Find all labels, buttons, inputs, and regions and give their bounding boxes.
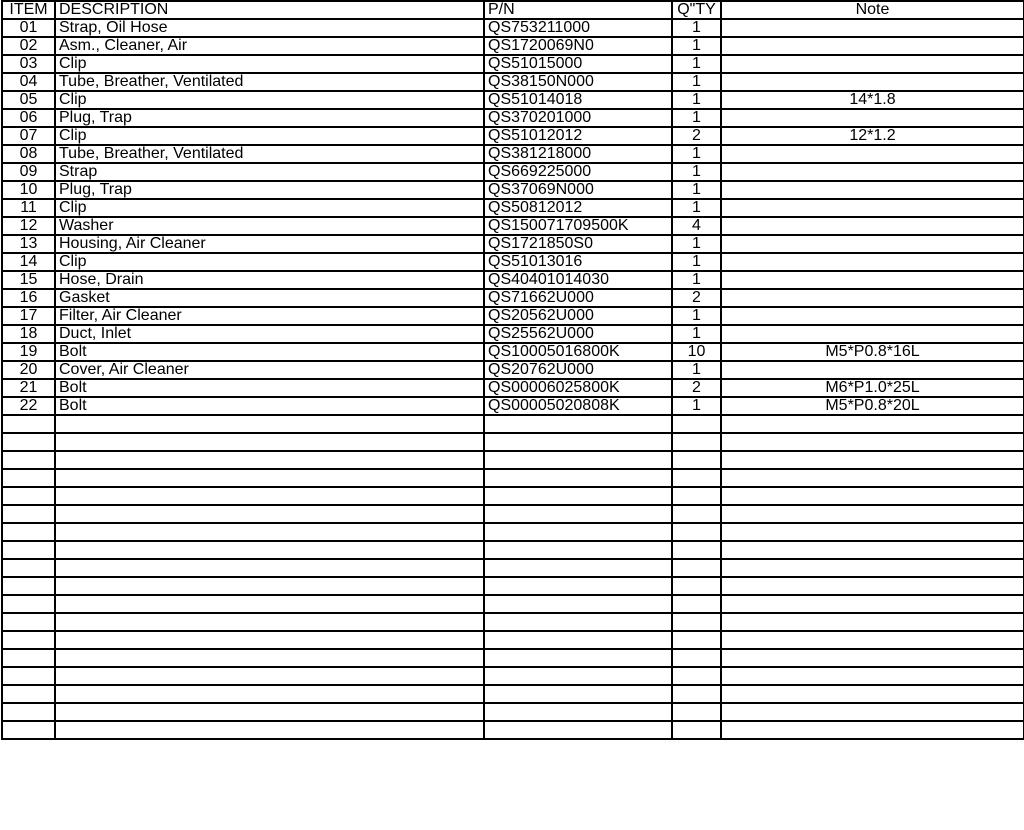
item-cell: 18 (2, 325, 55, 343)
note-cell (721, 559, 1024, 577)
note-cell (721, 631, 1024, 649)
quantity-cell: 1 (672, 73, 721, 91)
table-row (2, 73, 1024, 91)
quantity-cell: 1 (672, 271, 721, 289)
table-row (2, 271, 1024, 289)
item-cell (2, 433, 55, 451)
part-number-cell: QS753211000 (484, 19, 672, 37)
table-header (2, 1, 1024, 19)
quantity-cell: 1 (672, 199, 721, 217)
table-row (2, 91, 1024, 109)
quantity-cell (672, 433, 721, 451)
quantity-column-header: Q"TY (672, 1, 721, 19)
table-row (2, 649, 1024, 667)
table-row (2, 685, 1024, 703)
quantity-cell (672, 649, 721, 667)
item-cell (2, 613, 55, 631)
note-cell (721, 667, 1024, 685)
quantity-cell (672, 415, 721, 433)
part-number-cell: QS10005016800K (484, 343, 672, 361)
header-row (2, 1, 1024, 19)
part-number-cell (484, 721, 672, 739)
table-row (2, 451, 1024, 469)
description-cell: Bolt (55, 379, 484, 397)
part-number-cell: QS51012012 (484, 127, 672, 145)
part-number-cell: QS25562U000 (484, 325, 672, 343)
description-cell (55, 415, 484, 433)
note-cell (721, 433, 1024, 451)
quantity-cell: 1 (672, 361, 721, 379)
item-cell (2, 595, 55, 613)
note-cell (721, 37, 1024, 55)
note-cell (721, 145, 1024, 163)
note-cell (721, 325, 1024, 343)
note-cell (721, 721, 1024, 739)
item-cell: 04 (2, 73, 55, 91)
part-number-cell: QS51013016 (484, 253, 672, 271)
note-cell (721, 577, 1024, 595)
quantity-cell (672, 451, 721, 469)
item-cell: 03 (2, 55, 55, 73)
item-cell: 07 (2, 127, 55, 145)
table-row (2, 721, 1024, 739)
table-row (2, 253, 1024, 271)
parts-list-table (1, 0, 1024, 740)
table-row (2, 667, 1024, 685)
part-number-cell (484, 487, 672, 505)
item-cell: 08 (2, 145, 55, 163)
description-cell (55, 649, 484, 667)
description-cell: Filter, Air Cleaner (55, 307, 484, 325)
item-cell: 11 (2, 199, 55, 217)
quantity-cell: 2 (672, 379, 721, 397)
note-cell (721, 451, 1024, 469)
item-cell: 20 (2, 361, 55, 379)
table-row (2, 217, 1024, 235)
description-cell (55, 577, 484, 595)
note-cell: M6*P1.0*25L (721, 379, 1024, 397)
table-row (2, 469, 1024, 487)
part-number-cell: QS370201000 (484, 109, 672, 127)
quantity-cell: 1 (672, 397, 721, 415)
item-cell (2, 541, 55, 559)
item-cell: 05 (2, 91, 55, 109)
description-cell: Cover, Air Cleaner (55, 361, 484, 379)
description-cell: Strap, Oil Hose (55, 19, 484, 37)
description-cell: Clip (55, 55, 484, 73)
quantity-cell: 1 (672, 109, 721, 127)
item-cell: 01 (2, 19, 55, 37)
quantity-cell: 1 (672, 307, 721, 325)
quantity-cell: 1 (672, 37, 721, 55)
quantity-cell (672, 577, 721, 595)
quantity-cell (672, 613, 721, 631)
part-number-cell: QS669225000 (484, 163, 672, 181)
part-number-cell: QS38150N000 (484, 73, 672, 91)
part-number-cell: QS51015000 (484, 55, 672, 73)
part-number-cell (484, 595, 672, 613)
description-cell (55, 541, 484, 559)
note-cell (721, 181, 1024, 199)
description-cell: Plug, Trap (55, 181, 484, 199)
item-cell (2, 469, 55, 487)
table-row (2, 433, 1024, 451)
description-cell: Clip (55, 91, 484, 109)
part-number-cell: QS00006025800K (484, 379, 672, 397)
item-cell: 16 (2, 289, 55, 307)
item-cell: 21 (2, 379, 55, 397)
quantity-cell: 1 (672, 163, 721, 181)
quantity-cell (672, 469, 721, 487)
table-row (2, 325, 1024, 343)
note-cell: 14*1.8 (721, 91, 1024, 109)
part-number-cell: QS20562U000 (484, 307, 672, 325)
item-cell (2, 577, 55, 595)
note-cell (721, 523, 1024, 541)
quantity-cell: 1 (672, 325, 721, 343)
note-cell (721, 505, 1024, 523)
description-cell: Clip (55, 199, 484, 217)
description-cell: Clip (55, 127, 484, 145)
table-row (2, 541, 1024, 559)
table-row (2, 199, 1024, 217)
note-cell (721, 487, 1024, 505)
note-cell (721, 289, 1024, 307)
description-cell (55, 487, 484, 505)
item-cell (2, 721, 55, 739)
part-number-cell (484, 667, 672, 685)
item-cell: 17 (2, 307, 55, 325)
item-cell (2, 649, 55, 667)
table-row (2, 343, 1024, 361)
table-row (2, 397, 1024, 415)
quantity-cell (672, 685, 721, 703)
table-row (2, 559, 1024, 577)
description-cell (55, 595, 484, 613)
item-cell (2, 523, 55, 541)
part-number-cell: QS71662U000 (484, 289, 672, 307)
item-cell (2, 505, 55, 523)
quantity-cell: 1 (672, 19, 721, 37)
item-cell (2, 487, 55, 505)
item-cell (2, 703, 55, 721)
part-number-cell: QS381218000 (484, 145, 672, 163)
table-row (2, 595, 1024, 613)
table-row (2, 505, 1024, 523)
part-number-cell (484, 577, 672, 595)
note-cell (721, 271, 1024, 289)
table-row (2, 109, 1024, 127)
part-number-cell: QS50812012 (484, 199, 672, 217)
description-cell: Plug, Trap (55, 109, 484, 127)
item-cell (2, 685, 55, 703)
note-cell (721, 55, 1024, 73)
description-cell (55, 469, 484, 487)
description-cell (55, 523, 484, 541)
note-cell (721, 703, 1024, 721)
quantity-cell (672, 559, 721, 577)
quantity-cell: 2 (672, 289, 721, 307)
note-cell (721, 361, 1024, 379)
description-column-header: DESCRIPTION (55, 1, 484, 19)
description-cell: Tube, Breather, Ventilated (55, 73, 484, 91)
part-number-cell (484, 433, 672, 451)
table-row (2, 631, 1024, 649)
table-row (2, 379, 1024, 397)
table-row (2, 181, 1024, 199)
description-cell (55, 559, 484, 577)
note-cell (721, 595, 1024, 613)
note-cell (721, 469, 1024, 487)
note-cell (721, 253, 1024, 271)
note-cell (721, 199, 1024, 217)
table-row (2, 163, 1024, 181)
part-number-cell: QS150071709500K (484, 217, 672, 235)
description-cell (55, 721, 484, 739)
quantity-cell: 1 (672, 235, 721, 253)
quantity-cell (672, 523, 721, 541)
description-cell (55, 505, 484, 523)
item-cell: 02 (2, 37, 55, 55)
part-number-cell: QS00005020808K (484, 397, 672, 415)
item-cell: 13 (2, 235, 55, 253)
item-cell: 15 (2, 271, 55, 289)
note-cell (721, 163, 1024, 181)
table-row (2, 523, 1024, 541)
description-cell: Bolt (55, 343, 484, 361)
quantity-cell: 1 (672, 91, 721, 109)
note-cell (721, 235, 1024, 253)
part-number-cell (484, 451, 672, 469)
table-row (2, 127, 1024, 145)
item-cell (2, 667, 55, 685)
table-body (2, 19, 1024, 739)
item-cell (2, 631, 55, 649)
item-cell: 14 (2, 253, 55, 271)
description-cell: Strap (55, 163, 484, 181)
description-cell (55, 451, 484, 469)
part-number-cell (484, 703, 672, 721)
note-cell: M5*P0.8*16L (721, 343, 1024, 361)
part-number-cell (484, 613, 672, 631)
item-cell (2, 559, 55, 577)
item-cell (2, 415, 55, 433)
part-number-cell (484, 523, 672, 541)
part-number-cell (484, 685, 672, 703)
description-cell: Asm., Cleaner, Air (55, 37, 484, 55)
description-cell: Bolt (55, 397, 484, 415)
table-row (2, 289, 1024, 307)
description-cell: Tube, Breather, Ventilated (55, 145, 484, 163)
quantity-cell: 10 (672, 343, 721, 361)
item-cell: 10 (2, 181, 55, 199)
item-cell: 09 (2, 163, 55, 181)
quantity-cell: 2 (672, 127, 721, 145)
description-cell (55, 685, 484, 703)
quantity-cell: 4 (672, 217, 721, 235)
note-cell (721, 109, 1024, 127)
part-number-cell: QS40401014030 (484, 271, 672, 289)
part-number-cell (484, 505, 672, 523)
note-cell (721, 613, 1024, 631)
description-cell (55, 667, 484, 685)
description-cell: Clip (55, 253, 484, 271)
note-cell: M5*P0.8*20L (721, 397, 1024, 415)
quantity-cell (672, 703, 721, 721)
description-cell: Washer (55, 217, 484, 235)
note-cell (721, 415, 1024, 433)
item-column-header: ITEM (2, 1, 55, 19)
table-row (2, 145, 1024, 163)
note-cell (721, 73, 1024, 91)
description-cell (55, 433, 484, 451)
note-cell (721, 649, 1024, 667)
description-cell: Housing, Air Cleaner (55, 235, 484, 253)
note-cell (721, 19, 1024, 37)
note-cell: 12*1.2 (721, 127, 1024, 145)
quantity-cell (672, 667, 721, 685)
table-row (2, 37, 1024, 55)
part-number-cell (484, 415, 672, 433)
part-number-cell: QS37069N000 (484, 181, 672, 199)
part-number-cell (484, 649, 672, 667)
note-cell (721, 541, 1024, 559)
part-number-cell: QS20762U000 (484, 361, 672, 379)
part-number-cell (484, 631, 672, 649)
quantity-cell (672, 631, 721, 649)
quantity-cell (672, 505, 721, 523)
quantity-cell (672, 487, 721, 505)
quantity-cell: 1 (672, 253, 721, 271)
table-row (2, 577, 1024, 595)
description-cell (55, 631, 484, 649)
description-cell (55, 613, 484, 631)
quantity-cell: 1 (672, 181, 721, 199)
part-number-cell: QS51014018 (484, 91, 672, 109)
part-number-cell (484, 469, 672, 487)
quantity-cell: 1 (672, 145, 721, 163)
table-row (2, 19, 1024, 37)
description-cell (55, 703, 484, 721)
table-row (2, 613, 1024, 631)
table-row (2, 235, 1024, 253)
item-cell: 19 (2, 343, 55, 361)
table-row (2, 307, 1024, 325)
item-cell: 06 (2, 109, 55, 127)
part-number-column-header: P/N (484, 1, 672, 19)
note-cell (721, 307, 1024, 325)
quantity-cell (672, 721, 721, 739)
item-cell (2, 451, 55, 469)
description-cell: Duct, Inlet (55, 325, 484, 343)
table-row (2, 703, 1024, 721)
part-number-cell: QS1720069N0 (484, 37, 672, 55)
part-number-cell (484, 559, 672, 577)
description-cell: Gasket (55, 289, 484, 307)
quantity-cell: 1 (672, 55, 721, 73)
table-row (2, 361, 1024, 379)
quantity-cell (672, 595, 721, 613)
table-row (2, 415, 1024, 433)
table-row (2, 55, 1024, 73)
note-cell (721, 685, 1024, 703)
item-cell: 12 (2, 217, 55, 235)
part-number-cell: QS1721850S0 (484, 235, 672, 253)
note-column-header: Note (721, 1, 1024, 19)
description-cell: Hose, Drain (55, 271, 484, 289)
table-row (2, 487, 1024, 505)
item-cell: 22 (2, 397, 55, 415)
part-number-cell (484, 541, 672, 559)
note-cell (721, 217, 1024, 235)
quantity-cell (672, 541, 721, 559)
